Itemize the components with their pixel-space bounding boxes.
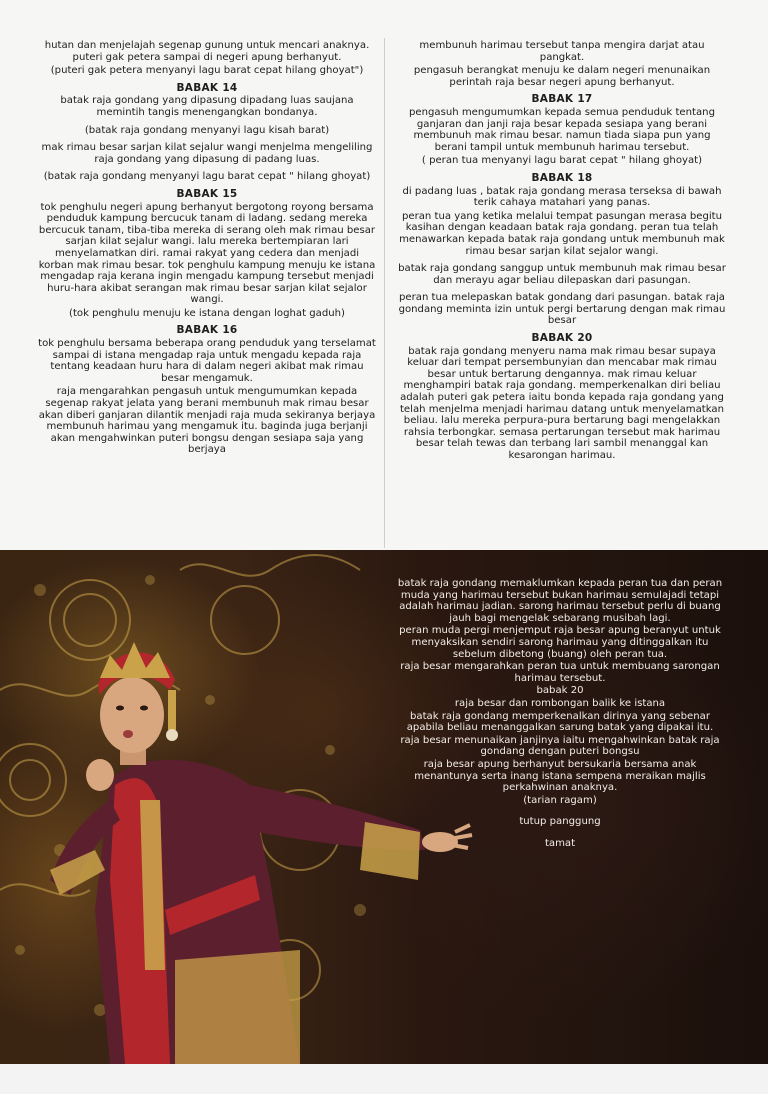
babak-16-paragraph-2: raja mengarahkan pengasuh untuk mengumumkan kepada segenap rakyat jelata yang berani membunuh mak rimau besar akan diberi ganjaran dilantik menjadi raja muda sekiranya berjaya membunuh harimau yang mengamuk itu. baginda juga berjanji akan mengahwinkan puteri bongsu dengan sesiapa saja yang berjaya (38, 386, 376, 456)
babak-15-stage-note: (tok penghulu menuju ke istana dengan loghat gaduh) (69, 307, 345, 319)
babak-15-paragraph: tok penghulu negeri apung berhanyut bergotong royong bersama penduduk kampung bercucuk tanam di ladang. sedang mereka bercucuk tanam, tiba-tiba mereka di serang oleh mak rimau besar sarjan kilat sejalur wangi. lalu mereka bertempiaran lari menyelamatkan diri. ramai rakyat yang cedera dan menjadi korban mak rimau besar. tok penghulu kampung menuju ke istana mengadap raja kerana ingin mengadu kampung tersebut menjadi huru-hara akibat serangan mak rimau besar sarjan kilat sejalor wangi. (38, 201, 376, 306)
photo-paragraph-3: raja besar mengarahkan peran tua untuk membuang sarongan harimau tersebut. (400, 661, 720, 684)
babak-17-paragraph: pengasuh mengumumkan kepada semua penduduk tentang ganjaran dan janji raja besar kepada sesiapa yang berani membunuh mak rimau besar. namun tiada siapa pun yang berani tampil untuk membunuh harimau tersebut. (408, 106, 715, 153)
photo-paragraph-6: raja besar menunaikan janjinya iaitu mengahwinkan batak raja gondang dengan puteri bongsu (400, 734, 720, 758)
photo-paragraph-7: raja besar apung berhanyut bersukaria bersama anak menantunya serta inang istana sempena meraikan majlis perkahwinan anaknya. (414, 758, 706, 794)
performance-photo (0, 550, 768, 1064)
photo-stage-note: (tarian ragam) (523, 794, 597, 806)
babak-14-stage-note-2: (batak raja gondang menyanyi lagu barat cepat " hilang ghoyat) (43, 171, 371, 183)
page-bottom-margin (0, 1064, 768, 1094)
babak-15-heading: BABAK 15 (176, 187, 238, 200)
babak-17-heading: BABAK 17 (531, 93, 593, 106)
photo-paragraph-5: batak raja gondang memperkenalkan dirinya yang sebenar apabila beliau menanggalkan sarung batak yang dipakai itu. (406, 710, 714, 734)
babak-18-paragraph-1: di padang luas , batak raja gondang merasa terseksa di bawah terik cahaya matahari yang panas. (402, 185, 722, 209)
babak-17-stage-note: ( peran tua menyanyi lagu barat cepat " hilang ghoyat) (421, 155, 703, 167)
babak-14-heading: BABAK 14 (176, 81, 238, 94)
babak-16-paragraph-1: tok penghulu bersama beberapa orang penduduk yang terselamat sampai di istana mengadap raja untuk mengadu kepada raja tentang keadaan huru hara di dalam negeri akibat mak rimau besar mengamuk. (38, 338, 376, 384)
babak-14-paragraph-2: mak rimau besar sarjan kilat sejalur wangi menjelma mengeliling raja gondang yang dipasung di padang luas. (41, 142, 373, 165)
right-column (396, 40, 728, 548)
column-divider (384, 38, 385, 548)
continued-paragraph-2: pengasuh berangkat menuju ke dalam negeri menunaikan perintah raja besar negeri apung berhanyut. (413, 65, 711, 88)
intro-stage-note: (puteri gak petera menyanyi lagu barat cepat hilang ghoyat") (50, 65, 364, 77)
left-column (38, 40, 376, 548)
babak-14-stage-note-1: (batak raja gondang menyanyi lagu kisah barat) (84, 124, 330, 136)
photo-caption-text (392, 578, 728, 850)
closing-line-2: tamat (544, 837, 576, 849)
babak-20-paragraph: batak raja gondang menyeru nama mak rimau besar supaya keluar dari tempat persembunyian dan mencabar mak rimau besar untuk bertarung dengannya. mak rimau keluar menghampiri batak raja gondang. memperkenalkan diri beliau adalah puteri gak petera iaitu bonda kepada raja gondang yang telah menjelma menjadi harimau datang untuk menyelamatkan beliau. lalu mereka perpura-pura bertarung bagi mengelakkan rahsia terbongkar. semasa pertarungan tersebut mak harimau besar telah tewas dan terbang lari sambil menanggal kan kesarongan harimau. (399, 345, 725, 461)
continued-paragraph-1: membunuh harimau tersebut tanpa mengira darjat atau pangkat. (419, 40, 705, 63)
intro-paragraph: hutan dan menjelajah segenap gunung untuk mencari anaknya. puteri gak petera sampai di negeri apung berhanyut. (44, 40, 370, 63)
babak-18-paragraph-4: peran tua melepaskan batak gondang dari pasungan. batak raja gondang meminta izin untuk pergi bertarung dengan mak rimau besar (398, 292, 726, 327)
babak-18-heading: BABAK 18 (531, 171, 593, 184)
babak-18-paragraph-2: peran tua yang ketika melalui tempat pasungan merasa begitu kasihan dengan keadaan batak raja gondang. peran tua telah menawarkan kepada batak raja gondang untuk membunuh mak rimau besar sarjan kilat sejalor wangi. (399, 210, 725, 257)
babak-20-heading: BABAK 20 (531, 332, 593, 345)
babak-16-heading: BABAK 16 (176, 324, 238, 337)
babak-14-paragraph-1: batak raja gondang yang dipasung dipadang luas saujana memintih tangis menengangkan bondanya. (60, 95, 354, 118)
closing-line-1: tutup panggung (519, 816, 601, 828)
babak-18-paragraph-3: batak raja gondang sanggup untuk membunuh mak rimau besar dan merayu agar beliau dilepaskan dari pasungan. (398, 263, 726, 286)
photo-paragraph-4: raja besar dan rombongan balik ke istana (454, 697, 666, 709)
photo-paragraph-1: batak raja gondang memaklumkan kepada peran tua dan peran muda yang harimau tersebut bukan harimau semulajadi tetapi adalah harimau jadian. sarong harimau tersebut perlu di buang jauh bagi mengelak sebarang musibah lagi. (397, 578, 723, 624)
photo-paragraph-2: peran muda pergi menjemput raja besar apung beranyut untuk menyaksikan sendiri sarong harimau yang ditinggalkan itu sebelum dibetong (buang) oleh peran tua. (399, 625, 721, 660)
photo-babak-label: babak 20 (536, 685, 584, 697)
